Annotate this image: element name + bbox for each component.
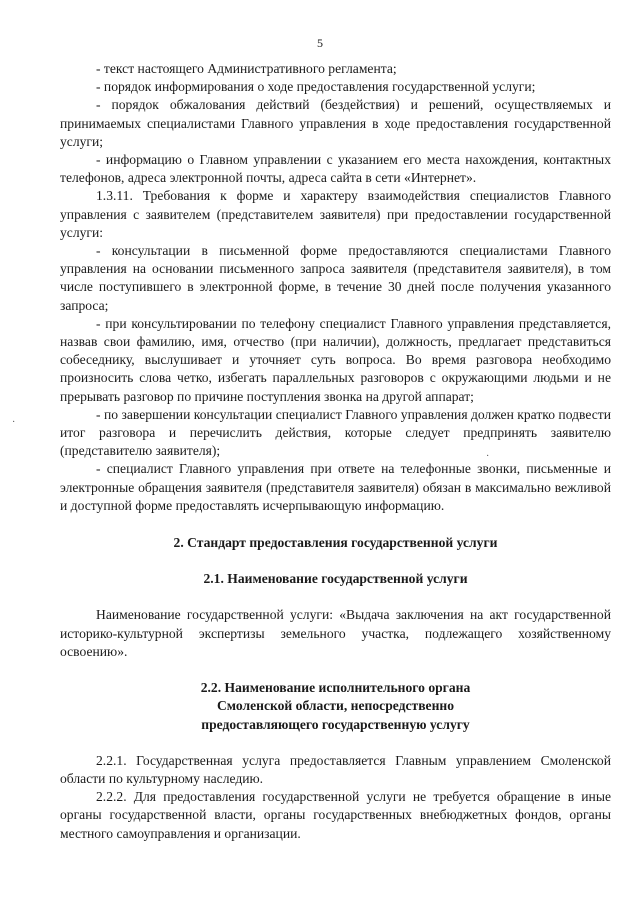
paragraph: 2.2.2. Для предоставления государственной услуги не требуется обращение в иные органы государственной власти, органы государственных внебюджетных фондов, органы местного самоуправления и организации. (60, 789, 611, 841)
paragraph: - специалист Главного управления при ответе на телефонные звонки, письменные и электронные обращения заявителя (представителя заявителя) обязан в максимально вежливой и доступной форме предоставлять исчерпывающую информацию. (60, 461, 611, 513)
document-body (60, 60, 611, 843)
section-heading: 2. Стандарт предоставления государственной услуги (173, 535, 498, 551)
spacer (60, 552, 611, 570)
paragraph: 1.3.11. Требования к форме и характеру взаимодействия специалистов Главного управления с заявителем (представителем заявителя) при предоставлении государственной услуги: (60, 188, 611, 240)
subsection-heading-line: 2.2. Наименование исполнительного органа (200, 680, 471, 696)
paragraph: Наименование государственной услуги: «Выдача заключения на акт государственной историко-культурной экспертизы земельного участка, подлежащего хозяйственному освоению». (60, 607, 611, 659)
paragraph: - информацию о Главном управлении с указанием его места нахождения, контактных телефонов, адреса электронной почты, адреса сайта в сети «Интернет». (60, 152, 611, 186)
spacer (60, 588, 611, 606)
subsection-heading-line: Смоленской области, непосредственно (216, 698, 455, 714)
paragraph: - порядок информирования о ходе предоставления государственной услуги; (96, 79, 536, 95)
paragraph: 2.2.1. Государственная услуга предоставляется Главным управлением Смоленской области по культурному наследию. (60, 752, 611, 786)
spacer (60, 661, 611, 679)
paragraph: - текст настоящего Административного регламента; (96, 61, 397, 76)
spacer (60, 734, 611, 752)
scan-speck: · (12, 417, 16, 428)
subsection-heading-line: предоставляющего государственную услугу (201, 716, 470, 732)
page-number: 5 (317, 36, 323, 50)
subsection-heading: 2.1. Наименование государственной услуги (203, 571, 468, 587)
paragraph: - по завершении консультации специалист Главного управления должен кратко подвести итог разговора и перечислить действия, которые следует предпринять заявителю (представителю заявителя); (60, 406, 611, 459)
paragraph: - консультации в письменной форме предоставляются специалистами Главного управления на основании письменного запроса заявителя (представителя заявителя), в том числе поступившего в электронной форме, в течение 30 дней после получения указанного запроса; (60, 243, 611, 313)
spacer (60, 515, 611, 534)
paragraph: - при консультировании по телефону специалист Главного управления представляется, назвав свои фамилию, имя, отчество (при наличии), должность, предлагает представиться собеседнику, выслушивает и уточняет суть вопроса. Во время разговора необходимо произносить слова четко, избегать параллельных разговоров с окружающими людьми и не прерывать разговор по причине поступления звонка на другой аппарат; (60, 315, 611, 404)
scan-speck: · (486, 451, 490, 462)
paragraph: - порядок обжалования действий (бездействия) и решений, осуществляемых и принимаемых специалистами Главного управления в ходе предоставления государственной услуги; (60, 97, 611, 149)
